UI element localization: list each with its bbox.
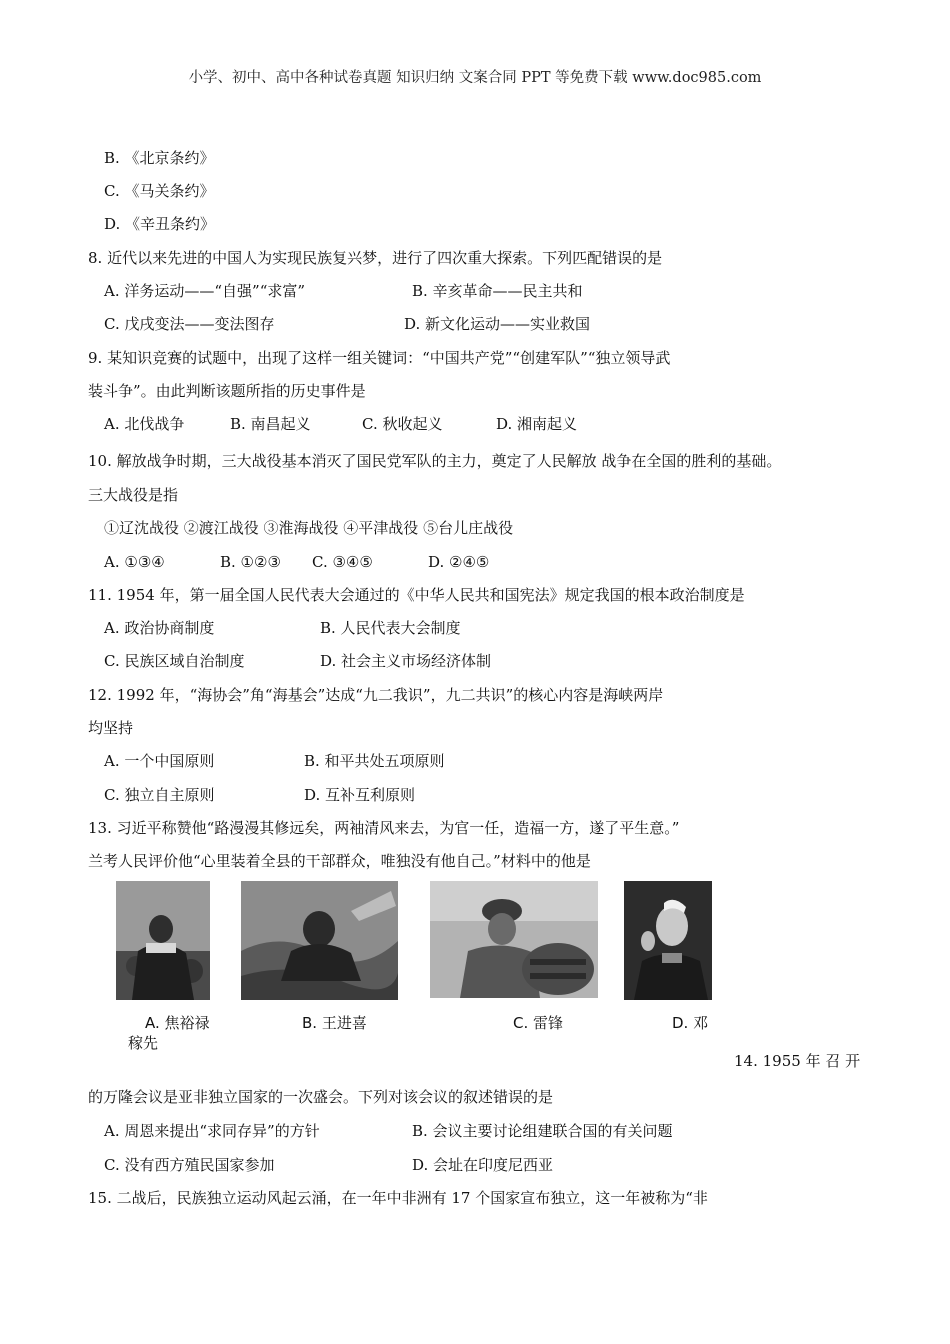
q11-option-d: D. 社会主义市场经济体制 <box>320 652 492 670</box>
q12-stem-line2: 均坚持 <box>88 719 134 737</box>
q9-stem-line1: 9. 某知识竞赛的试题中，出现了这样一组关键词：“中国共产党”“创建军队”“独立领导武 <box>88 349 671 367</box>
q7-option-b: B. 《北京条约》 <box>104 149 215 167</box>
q11-stem: 11. 1954 年，第一届全国人民代表大会通过的《中华人民共和国宪法》规定我国的根本政治制度是 <box>88 586 745 604</box>
q13-option-d: D. 邓 <box>672 1014 709 1032</box>
q8-option-c: C. 戊戌变法——变法图存 <box>104 315 275 333</box>
page-header[interactable]: 小学、初中、高中各种试卷真题 知识归纳 文案合同 PPT 等免费下载 www.doc985.com <box>188 70 762 86</box>
q13-option-d-continued: 稼先 <box>128 1034 159 1052</box>
q13-option-c: C. 雷锋 <box>513 1014 564 1032</box>
q14-stem-line2: 的万隆会议是亚非独立国家的一次盛会。下列对该会议的叙述错误的是 <box>88 1088 554 1106</box>
q9-stem-line2: 装斗争”。由此判断该题所指的历史事件是 <box>88 382 366 400</box>
q12-stem-line1: 12. 1992 年，“海协会”角“海基会”达成“九二我识”，九二共识”的核心内容是海峡两岸 <box>88 686 664 704</box>
q11-option-b: B. 人民代表大会制度 <box>320 619 461 637</box>
q12-option-a: A. 一个中国原则 <box>104 752 215 770</box>
q9-option-b: B. 南昌起义 <box>230 415 311 433</box>
q10-stem-line1: 10. 解放战争时期，三大战役基本消灭了国民党军队的主力，奠定了人民解放 战争在全国的胜利的基础。 <box>88 452 782 470</box>
q9-option-c: C. 秋收起义 <box>362 415 443 433</box>
q7-option-c: C. 《马关条约》 <box>104 182 215 200</box>
q14-option-a: A. 周恩来提出“求同存异”的方针 <box>104 1122 320 1140</box>
photo-option-a <box>116 881 210 1000</box>
photo-option-c <box>430 881 598 998</box>
q14-option-b: B. 会议主要讨论组建联合国的有关问题 <box>412 1122 673 1140</box>
q9-option-d: D. 湘南起义 <box>496 415 578 433</box>
q11-option-c: C. 民族区域自治制度 <box>104 652 245 670</box>
q12-option-d: D. 互补互利原则 <box>304 786 416 804</box>
q15-stem: 15. 二战后，民族独立运动风起云涌，在一年中非洲有 17 个国家宣布独立，这一年被称为“非 <box>88 1189 708 1207</box>
q7-option-d: D. 《辛丑条约》 <box>104 215 216 233</box>
q11-option-a: A. 政治协商制度 <box>104 619 215 637</box>
q10-option-c: C. ③④⑤ <box>312 553 373 571</box>
q10-stem-line2: 三大战役是指 <box>88 486 179 504</box>
q10-option-a: A. ①③④ <box>104 553 165 571</box>
q14-option-c: C. 没有西方殖民国家参加 <box>104 1156 275 1174</box>
q14-stem-line1: 14. 1955 年 召 开 <box>734 1052 861 1070</box>
q13-option-a: A. 焦裕禄 <box>145 1014 210 1032</box>
photo-option-d <box>624 881 712 1000</box>
q10-option-b: B. ①②③ <box>220 553 281 571</box>
q10-items: ①辽沈战役 ②渡江战役 ③淮海战役 ④平津战役 ⑤台儿庄战役 <box>104 519 514 537</box>
q8-option-a: A. 洋务运动——“自强”“求富” <box>104 282 306 300</box>
q8-option-d: D. 新文化运动——实业救国 <box>404 315 591 333</box>
q13-stem-line2: 兰考人民评价他“心里装着全县的干部群众，唯独没有他自己。”材料中的他是 <box>88 852 591 870</box>
q10-option-d: D. ②④⑤ <box>428 553 490 571</box>
q9-option-a: A. 北伐战争 <box>104 415 185 433</box>
q8-stem: 8. 近代以来先进的中国人为实现民族复兴梦，进行了四次重大探索。下列匹配错误的是 <box>88 249 663 267</box>
q8-option-b: B. 辛亥革命——民主共和 <box>412 282 583 300</box>
photo-option-b <box>241 881 398 1000</box>
q12-option-b: B. 和平共处五项原则 <box>304 752 445 770</box>
q14-option-d: D. 会址在印度尼西亚 <box>412 1156 554 1174</box>
q12-option-c: C. 独立自主原则 <box>104 786 215 804</box>
q13-option-b: B. 王进喜 <box>302 1014 367 1032</box>
q13-stem-line1: 13. 习近平称赞他“路漫漫其修远矣，两袖清风来去，为官一任，造福一方，遂了平生意。” <box>88 819 680 837</box>
